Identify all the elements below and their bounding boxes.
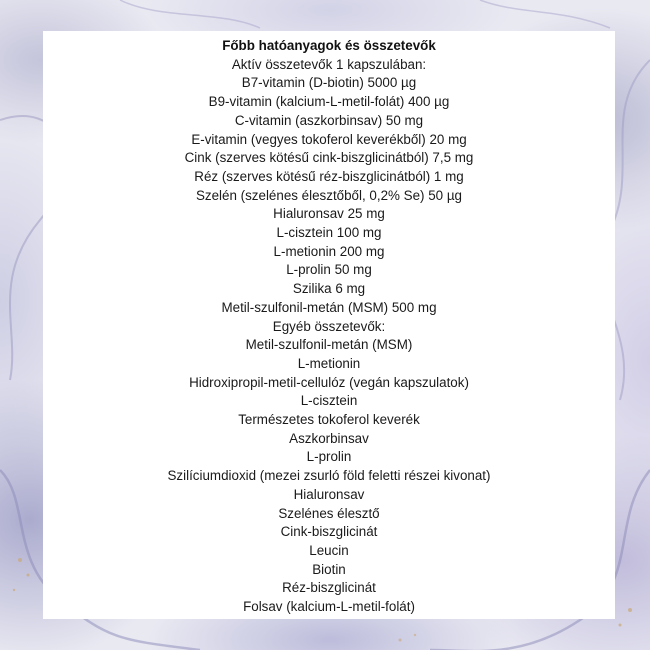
- ingredient-line: Cink-biszglicinát: [280, 524, 378, 540]
- ingredient-line: Folsav (kalcium-L-metil-folát): [243, 599, 415, 615]
- ingredient-line: Réz-biszglicinát: [282, 580, 376, 596]
- ingredient-line: Hidroxipropil-metil-cellulóz (vegán kapszulatok): [189, 374, 469, 390]
- ingredient-line: Metil-szulfonil-metán (MSM) 500 mg: [221, 299, 437, 315]
- ingredient-line: L-cisztein 100 mg: [276, 225, 382, 241]
- ingredients-list: [43, 56, 615, 617]
- ingredient-line: Hialuronsav 25 mg: [273, 206, 385, 222]
- ingredient-line: C-vitamin (aszkorbinsav) 50 mg: [234, 112, 424, 128]
- ingredient-line: Aktív összetevők 1 kapszulában:: [231, 56, 427, 72]
- ingredient-line: L-metionin: [297, 355, 361, 371]
- ingredient-line: Szilika 6 mg: [292, 281, 366, 297]
- ingredient-line: Természetes tokoferol keverék: [238, 412, 420, 428]
- ingredient-line: Cink (szerves kötésű cink-biszglicinátból) 7,5 mg: [184, 150, 474, 166]
- ingredient-line: B7-vitamin (D-biotin) 5000 µg: [241, 75, 417, 91]
- ingredient-line: Hialuronsav: [293, 486, 365, 502]
- ingredients-title: Főbb hatóanyagok és összetevők: [222, 38, 436, 53]
- ingredient-line: Réz (szerves kötésű réz-biszglicinátból) 1 mg: [194, 168, 464, 184]
- ingredient-line: E-vitamin (vegyes tokoferol keverékből) 20 mg: [191, 131, 467, 147]
- ingredient-line: L-prolin 50 mg: [286, 262, 372, 278]
- ingredient-line: Egyéb összetevők:: [272, 318, 386, 334]
- ingredient-line: B9-vitamin (kalcium-L-metil-folát) 400 µg: [208, 94, 450, 110]
- ingredient-line: Leucin: [309, 542, 349, 558]
- ingredient-line: Aszkorbinsav: [289, 430, 369, 446]
- ingredient-line: L-prolin: [306, 449, 352, 465]
- ingredient-line: Szilíciumdioxid (mezei zsurló föld feletti részei kivonat): [167, 468, 491, 484]
- ingredient-line: L-cisztein: [300, 393, 358, 409]
- ingredient-line: Szelénes élesztő: [278, 505, 380, 521]
- ingredient-line: L-metionin 200 mg: [273, 243, 385, 259]
- ingredient-line: Biotin: [312, 561, 346, 577]
- ingredient-line: Metil-szulfonil-metán (MSM): [245, 337, 413, 353]
- ingredients-panel: [43, 31, 615, 619]
- ingredient-line: Szelén (szelénes élesztőből, 0,2% Se) 50 µg: [195, 187, 462, 203]
